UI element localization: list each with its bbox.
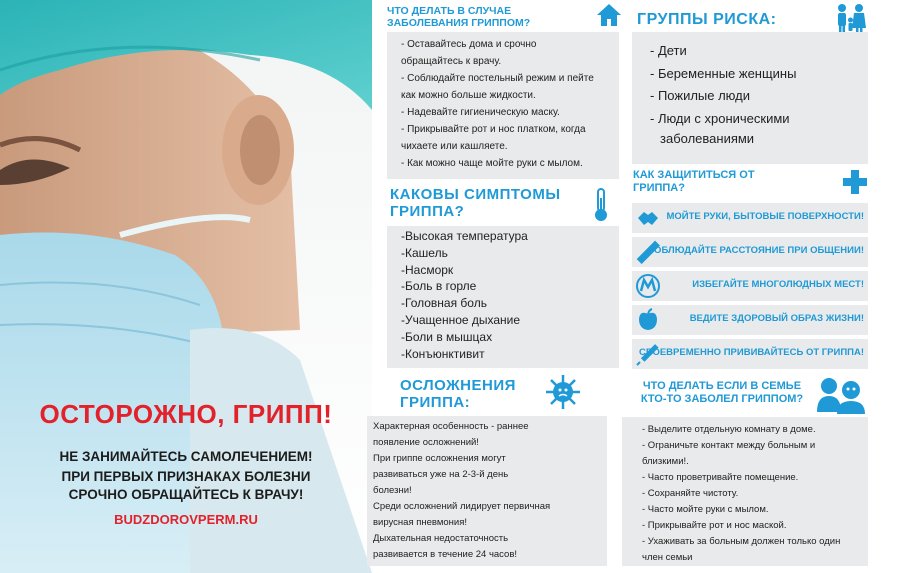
heading-line: ЧТО ДЕЛАТЬ ЕСЛИ В СЕМЬЕ (642, 380, 802, 392)
heading-line: ЗАБОЛЕВАНИЯ ГРИППОМ? (387, 17, 531, 30)
list-item: - Пожилые люди (650, 88, 750, 103)
see-doctor-text: СРОЧНО ОБРАЩАЙТЕСЬ К ВРАЧУ! (68, 487, 304, 502)
list-item: -Боль в горле (401, 279, 477, 294)
list-item: -Высокая температура (401, 229, 528, 243)
list-item: Дыхательная недостаточность (373, 533, 509, 544)
symptoms-box (387, 226, 619, 368)
list-item: - Часто мойте руки с мылом. (642, 504, 769, 515)
handshake-icon (636, 206, 660, 230)
no-self-treatment-text: НЕ ЗАНИМАЙТЕСЬ САМОЛЕЧЕНИЕМ! (59, 449, 313, 464)
protect-item-label: СОБЛЮДАЙТЕ РАССТОЯНИЕ ПРИ ОБЩЕНИИ! (647, 245, 864, 256)
heading-line: КАКОВЫ СИМПТОМЫ (390, 186, 561, 203)
list-item: чихаете или кашляете. (401, 141, 508, 152)
list-item: близкими!. (642, 456, 689, 467)
list-item: -Учащенное дыхание (401, 312, 521, 327)
list-item: - Ограничьте контакт между больным и (642, 440, 816, 451)
list-item: развиваться уже на 2-3-й день (373, 469, 509, 480)
list-item: заболеваниями (660, 131, 755, 146)
list-item: - Ухаживать за больным должен только один (642, 536, 841, 547)
protect-item-label: МОЙТЕ РУКИ, БЫТОВЫЕ ПОВЕРХНОСТИ! (666, 211, 864, 222)
symptoms-heading (390, 186, 561, 221)
list-item: вирусная пневмония! (373, 517, 468, 528)
heading-line: ОСЛОЖНЕНИЯ (400, 377, 516, 394)
heading-line: ГРИППА: (400, 394, 471, 412)
family-box (622, 417, 868, 566)
family-icon (833, 3, 867, 35)
protect-item (632, 305, 868, 335)
list-item: - Прикрывайте рот и нос маской. (642, 520, 787, 531)
list-item: Характерная особенность - раннее (373, 421, 529, 432)
list-item: Среди осложнений лидирует первичная (373, 501, 551, 512)
list-item: - Часто проветривайте помещение. (642, 472, 799, 483)
protect-item (632, 203, 868, 233)
what-to-do-box (387, 32, 619, 179)
complications-box (367, 416, 607, 566)
heading-line: ЧТО ДЕЛАТЬ В СЛУЧАЕ (387, 5, 512, 17)
protect-item-label: СВОЕВРЕМЕННО ПРИВИВАЙТЕСЬ ОТ ГРИППА! (638, 347, 864, 358)
list-item: -Головная боль (401, 296, 487, 311)
complications-heading (400, 377, 516, 412)
protect-item (632, 237, 868, 267)
list-item: болезни! (373, 485, 412, 496)
risk-groups-heading: ГРУППЫ РИСКА: (637, 11, 777, 28)
risk-groups-box (632, 32, 868, 164)
list-item: - Оставайтесь дома и срочно (401, 39, 537, 50)
list-item: При гриппе осложнения могут (373, 453, 506, 464)
protect-item (632, 271, 868, 301)
protect-item-label: ИЗБЕГАЙТЕ МНОГОЛЮДНЫХ МЕСТ! (692, 279, 864, 290)
protect-item (632, 339, 868, 369)
house-icon (596, 3, 622, 27)
metro-icon (636, 274, 660, 298)
heading-line: КТО-ТО ЗАБОЛЕЛ ГРИППОМ? (640, 392, 804, 405)
list-item: -Боли в мышцах (401, 329, 493, 344)
protect-heading (633, 169, 755, 194)
list-item: - Сохраняйте чистоту. (642, 488, 739, 499)
list-item: -Насморк (401, 262, 454, 277)
family-heading (632, 380, 812, 405)
list-item: - Дети (650, 43, 687, 58)
heading-line: КАК ЗАЩИТИТЬСЯ ОТ (633, 169, 755, 181)
list-item: - Надевайте гигиеническую маску. (401, 107, 560, 118)
doctor-photo (0, 0, 372, 573)
warning-title: ОСТОРОЖНО, ГРИПП! (39, 399, 333, 429)
list-item: - Беременные женщины (650, 65, 797, 81)
sick-family-icon (815, 376, 867, 414)
list-item: - Соблюдайте постельный режим и пейте (401, 73, 594, 84)
list-item: член семьи (642, 552, 693, 563)
list-item: -Кашель (401, 245, 448, 260)
heading-line: ГРИППА? (390, 203, 465, 221)
first-signs-text: ПРИ ПЕРВЫХ ПРИЗНАКАХ БОЛЕЗНИ (61, 469, 311, 484)
protect-item-label: ВЕДИТЕ ЗДОРОВЫЙ ОБРАЗ ЖИЗНИ! (689, 313, 864, 324)
what-to-do-heading (387, 5, 530, 29)
list-item: - Как можно чаще мойте руки с мылом. (401, 158, 583, 169)
list-item: развивается в течение 24 часов! (373, 549, 518, 560)
heading-line: ГРИППА? (633, 181, 685, 194)
list-item: - Выделите отдельную комнату в доме. (642, 424, 816, 435)
virus-icon (545, 374, 581, 410)
list-item: - Прикрывайте рот и нос платком, когда (401, 124, 586, 135)
thermometer-icon (591, 188, 611, 222)
list-item: как можно больше жидкости. (401, 90, 536, 101)
list-item: обращайтесь к врачу. (401, 56, 502, 67)
website-link[interactable]: BUDZDOROVPERM.RU (114, 512, 258, 527)
list-item: появление осложнений! (373, 437, 479, 448)
list-item: -Конъюнктивит (401, 346, 485, 361)
list-item: - Люди с хроническими (650, 110, 790, 126)
apple-icon (636, 308, 660, 332)
plus-icon (843, 170, 867, 194)
